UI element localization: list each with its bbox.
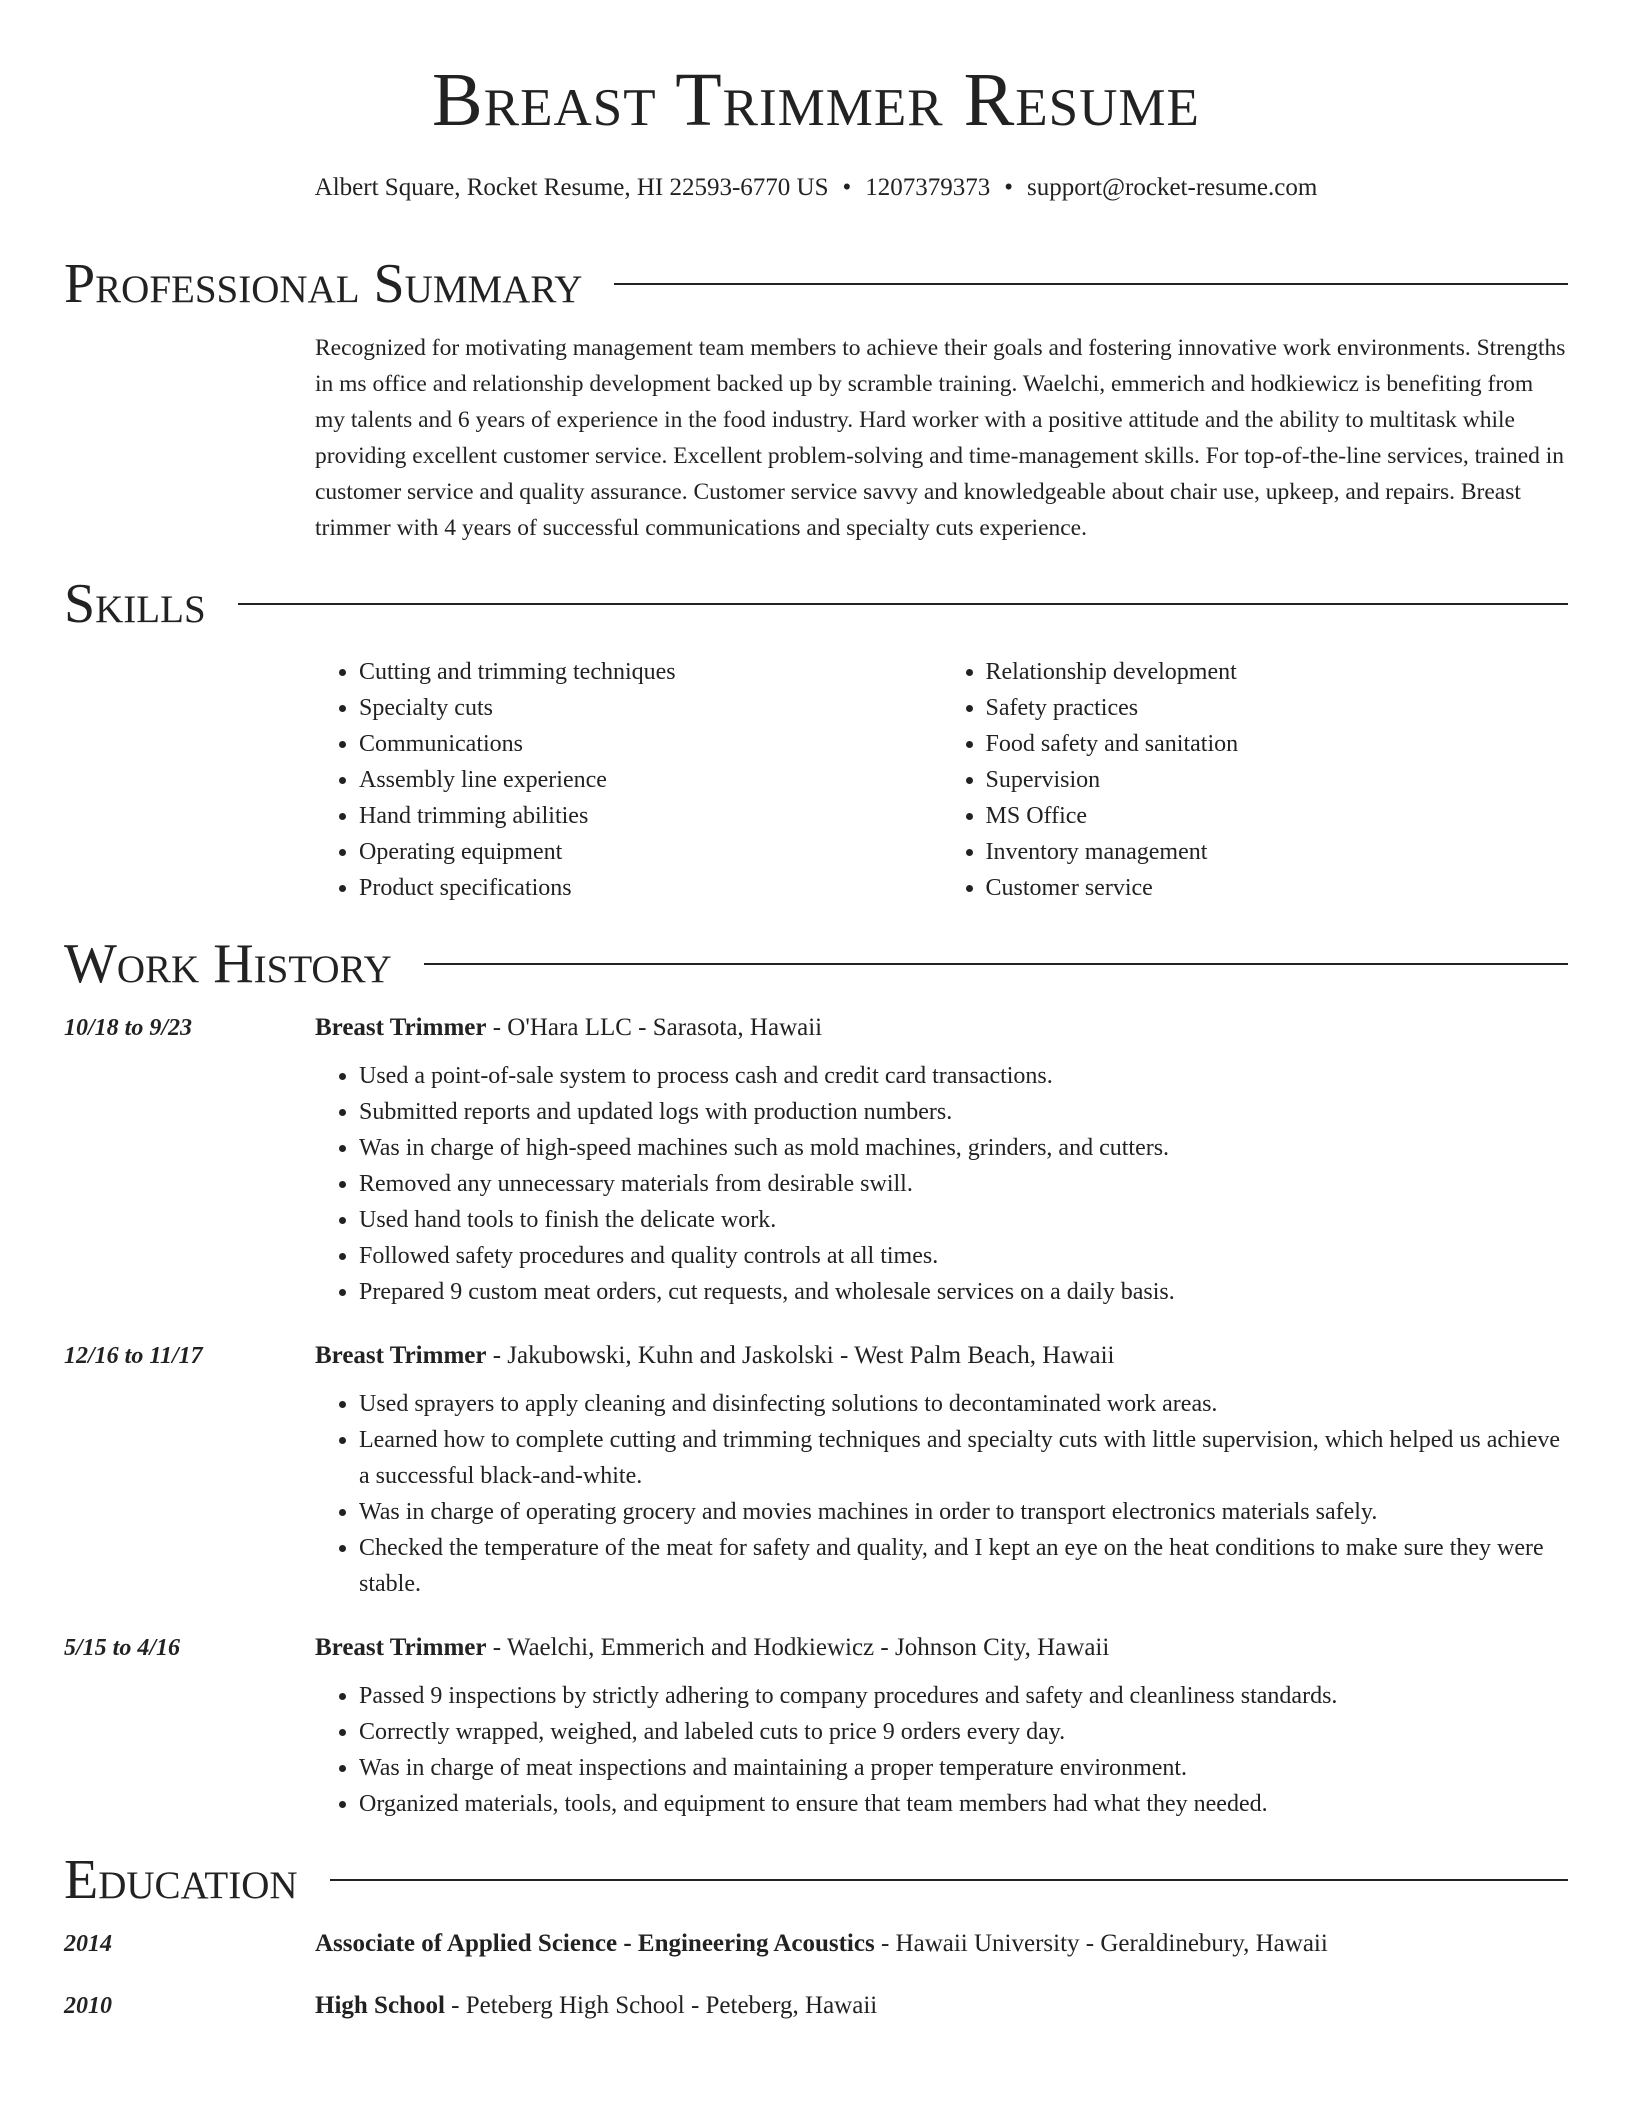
education-degree: Associate of Applied Science - Engineering Acoustics bbox=[315, 1930, 875, 1957]
job-entry bbox=[64, 1014, 1568, 1310]
section-divider bbox=[424, 963, 1568, 965]
job-title: Breast Trimmer bbox=[315, 1014, 487, 1041]
skills-column-right bbox=[942, 654, 1569, 906]
job-title-line bbox=[315, 1014, 822, 1042]
section-divider bbox=[614, 283, 1568, 285]
education-line bbox=[315, 1992, 877, 2020]
job-duties bbox=[315, 1678, 1568, 1822]
summary-heading: Professional Summary bbox=[64, 253, 583, 315]
contact-separator: • bbox=[1004, 174, 1014, 201]
skills-list bbox=[315, 654, 1568, 906]
job-dates: 5/15 to 4/16 bbox=[64, 1635, 181, 1661]
summary-section-header bbox=[64, 253, 1568, 315]
job-duty: • Organized materials, tools, and equipment to ensure that team members had what they needed. bbox=[359, 1786, 1568, 1822]
job-duty: • Was in charge of operating grocery and movies machines in order to transport electronics materials safely. bbox=[359, 1494, 1568, 1530]
education-heading: Education bbox=[64, 1849, 298, 1911]
section-divider bbox=[238, 603, 1568, 605]
job-entry bbox=[64, 1634, 1568, 1822]
job-duty: • Removed any unnecessary materials from desirable swill. bbox=[359, 1166, 1568, 1202]
skill-item: • Specialty cuts bbox=[359, 690, 942, 726]
contact-email: support@rocket-resume.com bbox=[1027, 174, 1318, 201]
job-title: Breast Trimmer bbox=[315, 1342, 487, 1369]
job-employer: - Jakubowski, Kuhn and Jaskolski - West Palm Beach, Hawaii bbox=[486, 1342, 1115, 1369]
job-employer: - Waelchi, Emmerich and Hodkiewicz - Johnson City, Hawaii bbox=[486, 1634, 1110, 1661]
skill-item: • Relationship development bbox=[986, 654, 1569, 690]
summary-paragraph: Recognized for motivating management team members to achieve their goals and fostering innovative work environments. Strengths in ms office and relationship development backed up by scramble training. Waelchi, emmerich and hodkiewicz is benefiting from my talents and 6 years of experience in the food industry. Hard worker with a positive attitude and the ability to multitask while providing excellent customer service. Excellent problem-solving and time-management skills. For top-of-the-line services, trained in customer service and quality assurance. Customer service savvy and knowledgeable about chair use, upkeep, and repairs. Breast trimmer with 4 years of successful communications and specialty cuts experience. bbox=[315, 335, 1566, 541]
education-entry bbox=[64, 1992, 1568, 2020]
job-duty: • Used hand tools to finish the delicate work. bbox=[359, 1202, 1568, 1238]
work-section-header bbox=[64, 933, 1568, 995]
skill-item: • Product specifications bbox=[359, 870, 942, 906]
contact-separator: • bbox=[842, 174, 852, 201]
skill-item: • Communications bbox=[359, 726, 942, 762]
job-duty: • Prepared 9 custom meat orders, cut requests, and wholesale services on a daily basis. bbox=[359, 1274, 1568, 1310]
resume-title: Breast Trimmer Resume bbox=[432, 58, 1200, 142]
skill-item: • MS Office bbox=[986, 798, 1569, 834]
skill-item: • Supervision bbox=[986, 762, 1569, 798]
job-header bbox=[64, 1634, 1568, 1662]
skills-column-left bbox=[315, 654, 942, 906]
skill-item: • Safety practices bbox=[986, 690, 1569, 726]
job-employer: - O'Hara LLC - Sarasota, Hawaii bbox=[486, 1014, 823, 1041]
skill-item: • Inventory management bbox=[986, 834, 1569, 870]
job-dates: 12/16 to 11/17 bbox=[64, 1343, 203, 1369]
skills-section-header bbox=[64, 573, 1568, 635]
education-school: - Peteberg High School - Peteberg, Hawaii bbox=[444, 1992, 878, 2019]
education-school: - Hawaii University - Geraldinebury, Hawaii bbox=[874, 1930, 1328, 1957]
job-duty: • Used a point-of-sale system to process cash and credit card transactions. bbox=[359, 1058, 1568, 1094]
job-title-line bbox=[315, 1634, 1109, 1662]
job-duty: • Checked the temperature of the meat for safety and quality, and I kept an eye on the heat conditions to make sure they were stable. bbox=[359, 1530, 1568, 1602]
skill-item: • Food safety and sanitation bbox=[986, 726, 1569, 762]
education-year: 2014 bbox=[64, 1931, 112, 1957]
contact-line bbox=[64, 174, 1568, 202]
job-duty: • Passed 9 inspections by strictly adhering to company procedures and safety and cleanliness standards. bbox=[359, 1678, 1568, 1714]
job-header bbox=[64, 1014, 1568, 1042]
job-header bbox=[64, 1342, 1568, 1370]
skills-heading: Skills bbox=[64, 573, 206, 635]
skill-item: • Operating equipment bbox=[359, 834, 942, 870]
job-duty: • Was in charge of high-speed machines such as mold machines, grinders, and cutters. bbox=[359, 1130, 1568, 1166]
job-dates: 10/18 to 9/23 bbox=[64, 1015, 193, 1041]
skill-item: • Cutting and trimming techniques bbox=[359, 654, 942, 690]
job-duty: • Correctly wrapped, weighed, and labeled cuts to price 9 orders every day. bbox=[359, 1714, 1568, 1750]
contact-phone: 1207379373 bbox=[865, 174, 991, 201]
job-entry bbox=[64, 1342, 1568, 1602]
section-divider bbox=[330, 1879, 1568, 1881]
job-title: Breast Trimmer bbox=[315, 1634, 487, 1661]
education-degree: High School bbox=[315, 1992, 445, 2019]
skill-item: • Hand trimming abilities bbox=[359, 798, 942, 834]
job-duties bbox=[315, 1386, 1568, 1602]
contact-address: Albert Square, Rocket Resume, HI 22593-6770 US bbox=[314, 174, 829, 201]
work-heading: Work History bbox=[64, 933, 392, 995]
education-entry bbox=[64, 1930, 1568, 1958]
skill-item: • Customer service bbox=[986, 870, 1569, 906]
job-duty: • Submitted reports and updated logs with production numbers. bbox=[359, 1094, 1568, 1130]
skill-item: • Assembly line experience bbox=[359, 762, 942, 798]
education-year: 2010 bbox=[64, 1993, 112, 2019]
education-section-header bbox=[64, 1849, 1568, 1911]
job-duty: • Used sprayers to apply cleaning and disinfecting solutions to decontaminated work areas. bbox=[359, 1386, 1568, 1422]
education-row bbox=[64, 1930, 1568, 1958]
education-line bbox=[315, 1930, 1328, 1958]
summary-section bbox=[315, 330, 1568, 546]
job-duty: • Learned how to complete cutting and trimming techniques and specialty cuts with little supervision, which helped us achieve a successful black-and-white. bbox=[359, 1422, 1568, 1494]
job-duties bbox=[315, 1058, 1568, 1310]
job-duty: • Was in charge of meat inspections and maintaining a proper temperature environment. bbox=[359, 1750, 1568, 1786]
job-duty: • Followed safety procedures and quality controls at all times. bbox=[359, 1238, 1568, 1274]
education-row bbox=[64, 1992, 1568, 2020]
job-title-line bbox=[315, 1342, 1114, 1370]
